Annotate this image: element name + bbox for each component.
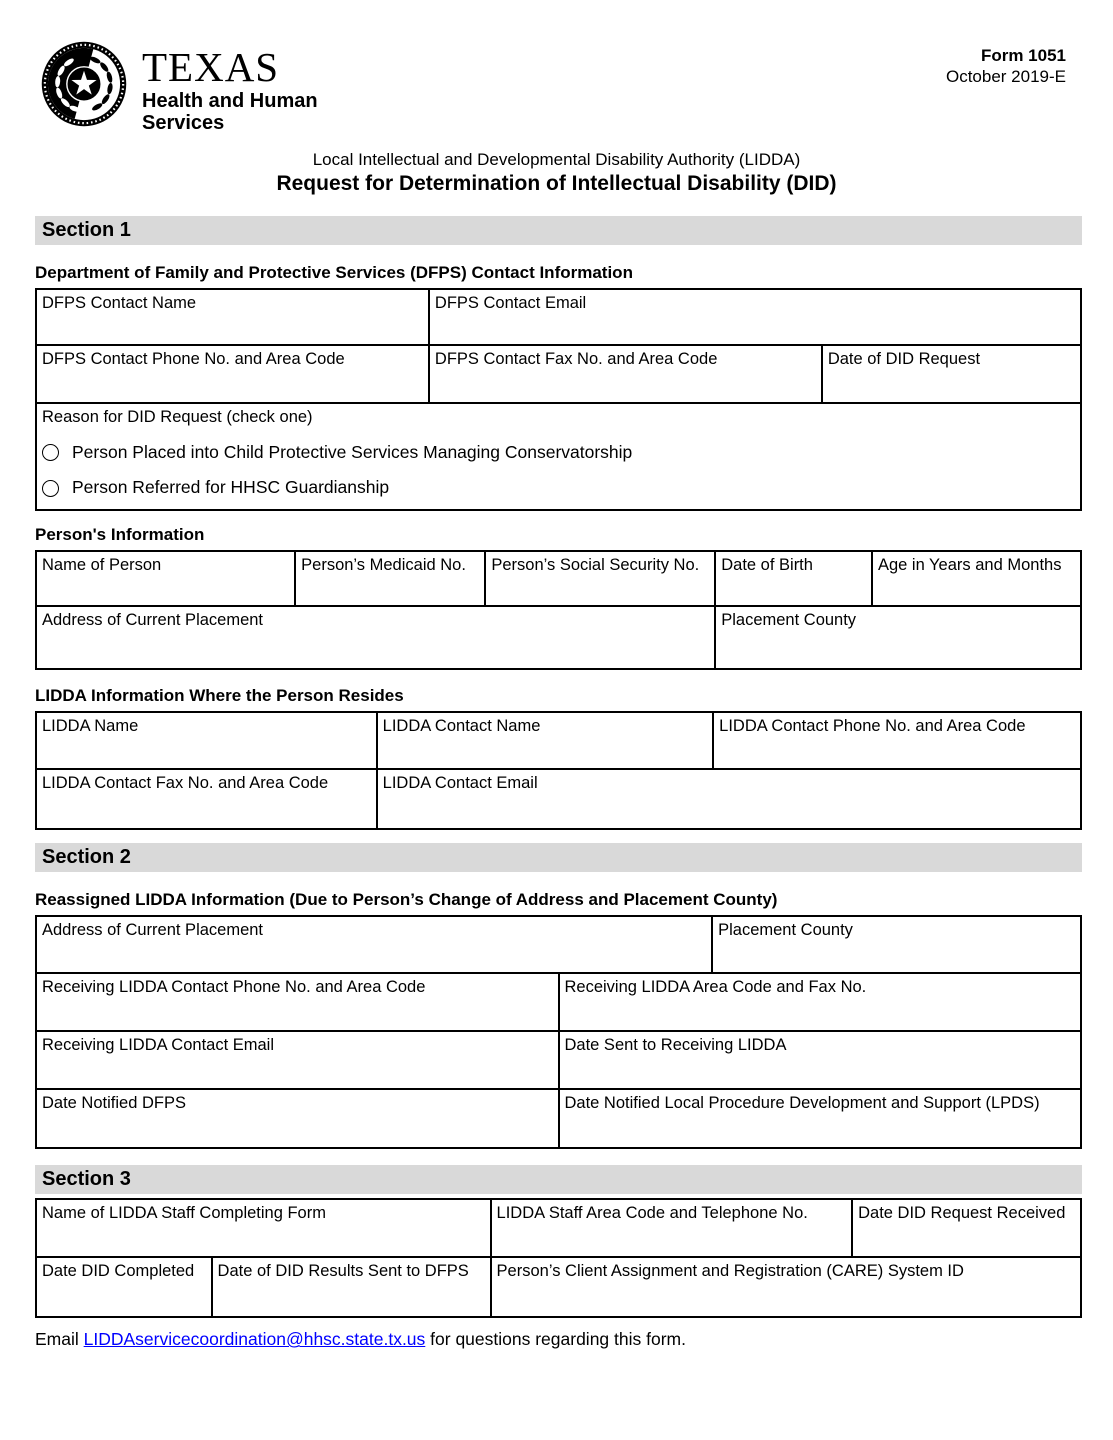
logo-wordmark — [142, 40, 318, 134]
reason-label: Reason for DID Request (check one) — [42, 407, 313, 426]
field-staff-completing-form[interactable] — [36, 1199, 491, 1257]
field-label: Placement County — [721, 611, 857, 630]
field-s2-address-current-placement[interactable] — [36, 916, 712, 973]
reason-option-label: Person Placed into Child Protective Services Managing Conservatorship — [72, 441, 633, 462]
field-dfps-contact-name[interactable] — [36, 289, 429, 345]
radio-guardianship-icon[interactable] — [42, 480, 59, 497]
logo-title: TEXAS — [142, 44, 280, 90]
field-dfps-contact-fax[interactable] — [429, 345, 822, 403]
field-label: LIDDA Contact Name — [382, 717, 541, 736]
dfps-contact-table — [35, 288, 1082, 511]
field-staff-phone[interactable] — [491, 1199, 853, 1257]
reason-option-conservatorship — [42, 442, 1075, 464]
field-lidda-contact-email[interactable] — [377, 769, 1081, 829]
field-date-of-did-request[interactable] — [822, 345, 1081, 403]
table-row — [36, 551, 1081, 606]
logo-subtitle: Health and Human Services — [142, 89, 318, 134]
table-row — [36, 1089, 1081, 1148]
field-person-ssn[interactable] — [485, 551, 715, 606]
reason-option-label: Person Referred for HHSC Guardianship — [72, 477, 390, 498]
field-label: LIDDA Staff Area Code and Telephone No. — [496, 1204, 808, 1223]
lidda-info-heading: LIDDA Information Where the Person Resides — [35, 686, 404, 706]
form-title — [0, 150, 1113, 196]
email-link[interactable]: LIDDAservicecoordination@hhsc.state.tx.us — [83, 1329, 426, 1350]
table-row — [36, 1257, 1081, 1317]
field-label: Date of DID Results Sent to DFPS — [217, 1262, 469, 1281]
section1-header: Section 1 — [35, 216, 1082, 245]
field-name-of-person[interactable] — [36, 551, 295, 606]
field-label: Date Notified Local Procedure Development and Support (LPDS) — [564, 1094, 1040, 1113]
reassigned-lidda-table — [35, 915, 1082, 1149]
field-label: Name of LIDDA Staff Completing Form — [42, 1204, 326, 1223]
table-row — [36, 1031, 1081, 1089]
field-label: DFPS Contact Fax No. and Area Code — [434, 349, 718, 368]
field-address-current-placement[interactable] — [36, 606, 715, 669]
field-label: LIDDA Contact Phone No. and Area Code — [719, 717, 1026, 736]
field-label: DFPS Contact Email — [434, 293, 587, 312]
reassigned-lidda-heading: Reassigned LIDDA Information (Due to Person’s Change of Address and Placement County) — [35, 890, 778, 910]
reason-option-guardianship — [42, 477, 1075, 499]
table-row — [36, 712, 1081, 769]
field-label: Receiving LIDDA Area Code and Fax No. — [564, 978, 867, 997]
person-info-table — [35, 550, 1082, 670]
table-row — [36, 916, 1081, 973]
field-label: Address of Current Placement — [42, 611, 264, 630]
table-row — [36, 1199, 1081, 1257]
table-row — [36, 606, 1081, 669]
form-revision-date: October 2019-E — [945, 67, 1066, 87]
field-date-did-results-sent[interactable] — [212, 1257, 491, 1317]
field-date-did-completed[interactable] — [36, 1257, 212, 1317]
field-label: Age in Years and Months — [877, 556, 1062, 575]
field-label: Date DID Request Received — [858, 1204, 1066, 1223]
field-label: Receiving LIDDA Contact Email — [42, 1036, 275, 1055]
field-lidda-contact-phone[interactable] — [713, 712, 1081, 769]
hhs-logo — [40, 40, 318, 134]
form-number: Form 1051 — [980, 46, 1066, 65]
section3-table — [35, 1198, 1082, 1318]
footer-note — [35, 1329, 1082, 1350]
field-label: Person’s Client Assignment and Registration (CARE) System ID — [496, 1262, 964, 1281]
field-label: Date Sent to Receiving LIDDA — [564, 1036, 787, 1055]
field-s2-placement-county[interactable] — [712, 916, 1081, 973]
field-label: Date Notified DFPS — [42, 1094, 186, 1113]
field-reason-for-did-request — [36, 403, 1081, 510]
person-info-heading: Person's Information — [35, 525, 205, 545]
footer-prefix: Email — [35, 1329, 84, 1350]
form-title-line2: Request for Determination of Intellectual Disability (DID) — [276, 171, 837, 195]
form-meta — [946, 40, 1066, 88]
field-receiving-lidda-phone[interactable] — [36, 973, 559, 1031]
field-label: DFPS Contact Name — [42, 293, 197, 312]
table-row — [36, 769, 1081, 829]
field-lidda-contact-fax[interactable] — [36, 769, 377, 829]
table-row — [36, 345, 1081, 403]
field-care-system-id[interactable] — [491, 1257, 1081, 1317]
field-lidda-contact-name[interactable] — [377, 712, 713, 769]
field-label: Placement County — [718, 921, 853, 940]
field-label: Receiving LIDDA Contact Phone No. and Area Code — [42, 978, 426, 997]
lidda-info-table — [35, 711, 1082, 830]
field-lidda-name[interactable] — [36, 712, 377, 769]
footer-suffix: for questions regarding this form. — [425, 1329, 686, 1350]
form-title-line1: Local Intellectual and Developmental Disability Authority (LIDDA) — [312, 149, 801, 169]
field-label: Date of Birth — [721, 556, 813, 575]
field-label: LIDDA Name — [42, 717, 139, 736]
field-label: Person’s Medicaid No. — [301, 556, 466, 575]
field-date-notified-lpds[interactable] — [559, 1089, 1082, 1148]
table-row — [36, 403, 1081, 510]
field-label: LIDDA Contact Email — [382, 774, 538, 793]
field-dfps-contact-phone[interactable] — [36, 345, 429, 403]
field-person-medicaid-no[interactable] — [295, 551, 485, 606]
field-age-years-months[interactable] — [872, 551, 1081, 606]
field-date-did-request-received[interactable] — [852, 1199, 1081, 1257]
field-label: LIDDA Contact Fax No. and Area Code — [42, 774, 329, 793]
field-dfps-contact-email[interactable] — [429, 289, 1081, 345]
table-row — [36, 289, 1081, 345]
field-label: Person’s Social Security No. — [491, 556, 700, 575]
table-row — [36, 973, 1081, 1031]
radio-conservatorship-icon[interactable] — [42, 444, 59, 461]
field-date-notified-dfps[interactable] — [36, 1089, 559, 1148]
field-label: Date DID Completed — [42, 1262, 195, 1281]
section2-header: Section 2 — [35, 843, 1082, 872]
page-header — [0, 0, 1113, 134]
field-date-sent-receiving-lidda[interactable] — [559, 1031, 1082, 1089]
field-label: DFPS Contact Phone No. and Area Code — [42, 349, 345, 368]
dfps-heading: Department of Family and Protective Services (DFPS) Contact Information — [35, 262, 633, 282]
section3-header: Section 3 — [35, 1165, 1082, 1194]
field-label: Name of Person — [42, 556, 162, 575]
field-placement-county[interactable] — [715, 606, 1081, 669]
field-label: Address of Current Placement — [42, 921, 264, 940]
field-label: Date of DID Request — [827, 349, 981, 368]
field-date-of-birth[interactable] — [715, 551, 872, 606]
field-receiving-lidda-email[interactable] — [36, 1031, 559, 1089]
field-receiving-lidda-fax[interactable] — [559, 973, 1082, 1031]
texas-hhs-seal-icon — [40, 40, 128, 133]
